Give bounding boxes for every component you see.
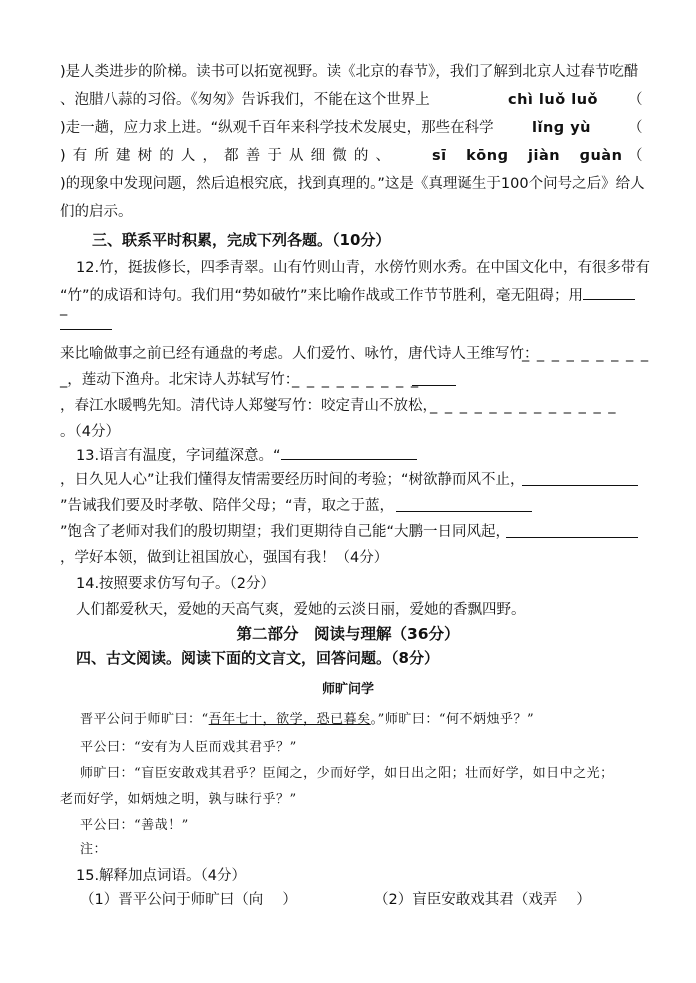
paren-open: （ xyxy=(628,148,643,164)
q12-text: ，莲动下渔舟。北宋诗人苏轼写竹： xyxy=(67,372,300,388)
answer-blank-dash: _ xyxy=(60,300,68,316)
q12-line-6: 。（4分） xyxy=(60,424,120,440)
classical-line-5: 平公曰：“善哉！” xyxy=(80,818,189,833)
q14-line-1: 14.按照要求仿写句子。（2分） xyxy=(76,576,276,592)
section-3-heading: 三、联系平时积累，完成下列各题。（10分） xyxy=(92,231,391,249)
intro-line-2 xyxy=(60,90,643,110)
q15-item-2: （2）盲臣安敢戏其君（戏弄 ） xyxy=(374,892,591,908)
classical-note: 注： xyxy=(80,842,108,857)
classical-text: 。”师旷曰：“何不炳烛乎？” xyxy=(370,712,535,727)
q12-line-3 xyxy=(60,344,650,364)
intro-line-5: )的现象中发现问题，然后追根究底，找到真理的。”这是《真理诞生于100个问号之后》给人 xyxy=(60,176,645,192)
q12-line-1: 12.竹，挺拔修长，四季青翠。山有竹则山青，水傍竹则水秀。在中国文化中，有很多带有 xyxy=(76,260,651,276)
section-4-heading: 四、古文阅读。阅读下面的文言文，回答问题。（8分） xyxy=(76,649,439,667)
q13-text: ”告诫我们要及时孝敬、陪伴父母；“青，取之于蓝， xyxy=(60,498,395,514)
answer-blank[interactable] xyxy=(522,470,638,486)
q13-text: 13.语言有温度，字词蕴深意。“ xyxy=(76,448,281,464)
q15-items xyxy=(80,890,660,910)
classical-text: 晋平公问于师旷曰：“ xyxy=(80,712,209,727)
q12-text: 来比喻做事之前已经有通盘的考虑。人们爱竹、咏竹，唐代诗人王维写竹： xyxy=(60,346,539,362)
pinyin-ling-yu: lǐnɡ yù xyxy=(532,120,591,136)
q13-line-1 xyxy=(76,444,656,466)
classical-line-3: 师旷曰：“盲臣安敢戏其君乎？臣闻之，少而好学，如日出之阳；壮而好学，如日中之光； xyxy=(80,766,614,781)
q12-line-4 xyxy=(60,370,640,390)
part-2-heading: 第二部分 阅读与理解（36分） xyxy=(236,625,460,643)
intro-line-6: 们的启示。 xyxy=(60,204,133,220)
q13-text: ”饱含了老师对我们的殷切期望；我们更期待自己能“大鹏一日同风起， xyxy=(60,524,511,540)
intro-line-3 xyxy=(60,118,643,138)
intro-line-4 xyxy=(60,146,643,166)
q12-text: “竹”的成语和诗句。我们用“势如破竹”来比喻作战或工作节节胜利，毫无阻碍；用 xyxy=(60,288,584,304)
answer-blank[interactable] xyxy=(396,496,532,512)
answer-blank[interactable] xyxy=(281,444,417,460)
intro-line-1: )是人类进步的阶梯。读书可以拓宽视野。读《北京的春节》，我们了解到北京人过春节吃醋 xyxy=(60,64,639,80)
intro-text: )有所建树的人，都善于从细微的、 xyxy=(60,148,390,164)
classical-title: 师旷问学 xyxy=(321,682,374,697)
q13-line-2 xyxy=(60,470,640,490)
paren-open: （ xyxy=(628,120,643,136)
classical-line-2: 平公曰：“安有为人臣而戏其君乎？” xyxy=(80,740,297,755)
answer-blank-su-shi[interactable]: _ _ _ _ _ _ _ _ _ xyxy=(292,372,420,388)
answer-blank-dash: _ xyxy=(60,372,68,388)
q13-line-5: ，学好本领，做到让祖国放心，强国有我！（4分） xyxy=(60,550,389,566)
classical-line-1 xyxy=(80,710,660,730)
classical-line-4: 老而好学，如炳烛之明，孰与昧行乎？” xyxy=(60,792,297,807)
q12-line-5 xyxy=(60,396,640,416)
q13-line-3 xyxy=(60,496,640,516)
q12-text: ，春江水暖鸭先知。清代诗人郑燮写竹：咬定青山不放松， xyxy=(60,398,437,414)
answer-blank-zheng-xie[interactable]: _ _ _ _ _ _ _ _ _ _ _ _ _ xyxy=(430,398,618,414)
q15-heading: 15.解释加点词语。（4分） xyxy=(76,868,247,884)
pinyin-si-kong-jian-guan: sī kōnɡ jiàn ɡuàn xyxy=(432,148,623,164)
q14-line-2: 人们都爱秋天，爱她的天高气爽，爱她的云淡日丽，爱她的香飘四野。 xyxy=(76,602,526,618)
intro-text: )走一趟，应力求上进。“纵观千百年来科学技术发展史，那些在科学 xyxy=(60,120,494,136)
pinyin-chi-luo-luo: chì luǒ luǒ xyxy=(508,92,598,108)
q12-blank-line xyxy=(60,314,640,336)
q13-line-4 xyxy=(60,522,640,542)
underlined-sentence: 吾年七十，欲学，恐已暮矣 xyxy=(208,712,371,727)
answer-blank[interactable] xyxy=(412,370,456,386)
paren-open: （ xyxy=(628,92,643,108)
answer-blank-wang-wei[interactable]: _ _ _ _ _ _ _ _ _ xyxy=(522,346,650,362)
intro-text: 、泡腊八蒜的习俗。《匆匆》告诉我们，不能在这个世界上 xyxy=(60,92,430,108)
answer-blank[interactable] xyxy=(506,522,638,538)
answer-blank[interactable] xyxy=(60,314,112,330)
q15-item-1: （1）晋平公问于师旷曰（向 ） xyxy=(80,892,297,908)
q13-text: ，日久见人心”让我们懂得友情需要经历时间的考验；“树欲静而风不止， xyxy=(60,472,525,488)
